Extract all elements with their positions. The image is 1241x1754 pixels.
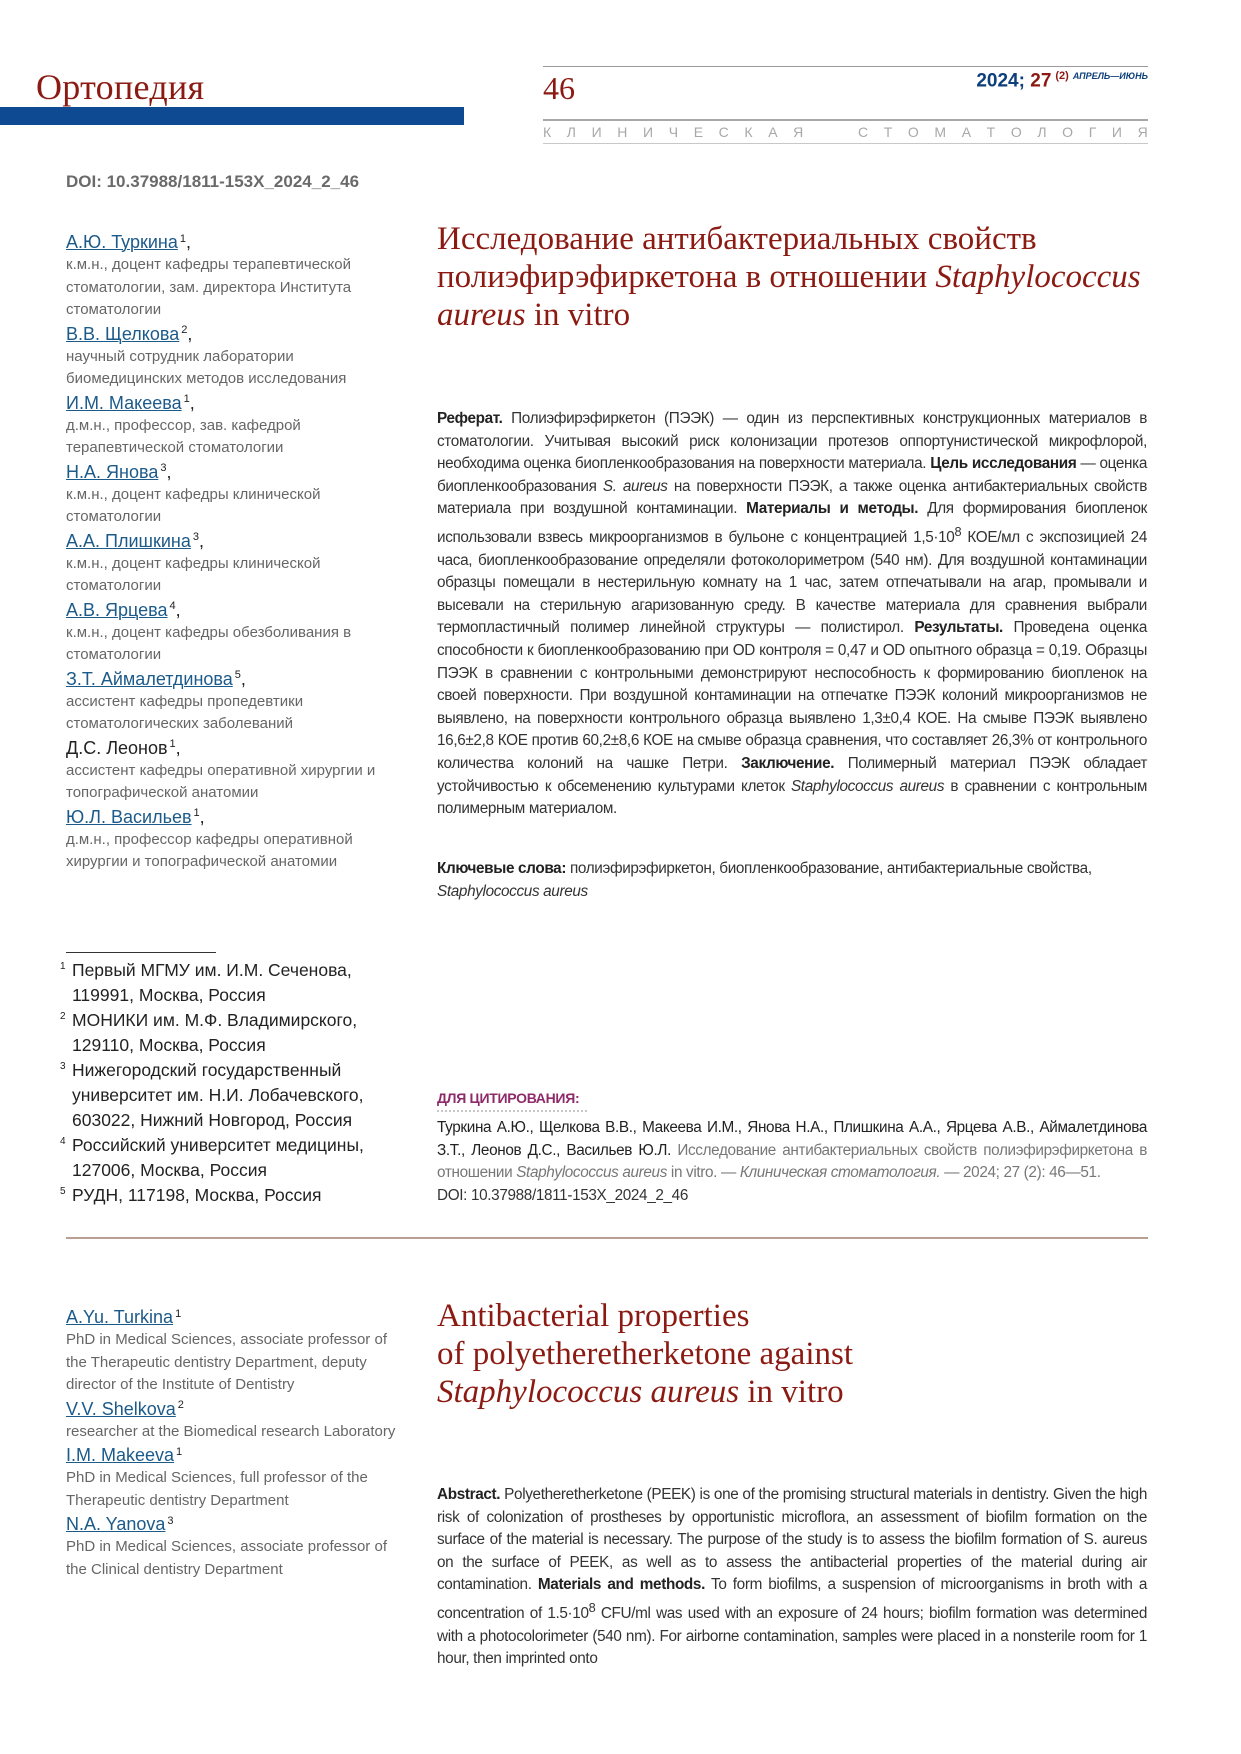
author-affiliation-index: 5 [234, 669, 241, 682]
affiliation-text: МОНИКИ им. М.Ф. Владимирского, 129110, Москва, Россия [72, 1010, 358, 1055]
title-en-end: in vitro [739, 1374, 844, 1410]
journal-letter: Я [793, 124, 804, 140]
author-comma: , [166, 461, 172, 482]
authors-list-ru [66, 230, 406, 874]
journal-letter: Г [1088, 124, 1097, 140]
author-entry [66, 1397, 406, 1444]
conclusion-label: Заключение. [741, 755, 835, 772]
author-name-link[interactable]: З.Т. Аймалетдинова [66, 668, 233, 689]
author-entry [66, 736, 406, 805]
affiliation-item [60, 958, 400, 1008]
author-name-line [66, 391, 406, 415]
author-entry [66, 1443, 406, 1512]
journal-letter: С [718, 124, 729, 140]
citation-label: ДЛЯ ЦИТИРОВАНИЯ: [437, 1090, 580, 1106]
abstract-en-text: CFU/ml was used with an exposure of 24 hours; biofilm formation was determined with a photocolorimeter (540 nm). For airborne contamination, samples were placed in a nonsterile room for 1 hour, then imprinted onto [437, 1605, 1147, 1668]
title-ru-species: Staphylococcus aureus [437, 259, 1141, 333]
author-entry [66, 529, 406, 598]
citation-title: Исследование антибактериальных свойств полиэфирэфиркетона в отношении [437, 1141, 1148, 1182]
author-entry [66, 598, 406, 667]
author-affiliation-index: 2 [177, 1399, 184, 1412]
author-name-line [66, 1512, 406, 1536]
journal-letter: И [643, 124, 654, 140]
header-rule-top [543, 66, 1148, 67]
author-name-line [66, 736, 406, 760]
section-divider [66, 1237, 1148, 1239]
author-position: ассистент кафедры пропедевтики стоматологических заболеваний [66, 692, 304, 732]
affiliations-rule [66, 952, 216, 953]
affiliation-item [60, 1058, 400, 1133]
author-name-link[interactable]: Ю.Л. Васильев [66, 806, 192, 827]
abstract-en-text: Polyetheretherketone (PEEK) is one of the promising structural materials in dentistry. Given the high risk of colonization of prostheses by opportunistic microflora, an assessment of biofilm formation on the surface of the material is necessary. The purpose of the study is to assess the biofilm formation of S. aureus on the surface of PEEK, as well as to assess the antibacterial properties of the material during air contamination. [437, 1486, 1147, 1594]
journal-letter: О [1062, 124, 1074, 140]
journal-letter: Т [883, 124, 893, 140]
citation-ref: — 2024; 27 (2): 46—51. [940, 1164, 1101, 1182]
citation-doi: DOI: 10.37988/1811-153X_2024_2_46 [437, 1186, 688, 1204]
affiliation-item [60, 1183, 400, 1208]
author-affiliation-index: 3 [160, 462, 167, 475]
author-entry [66, 230, 406, 322]
abstract-text: КОЕ/мл с экспозицией 24 часа, биопленкообразование определяли фотоколориметром (540 нм). Для воздушной контаминации образцы помещали в нестерильную комнату на 1 час, затем отпечатывали на агар, промывали и высевали на стерильную агаризованную среду. В качестве материала для сравнения выбрали термопластичный полимер линейной структуры — полистирол. [437, 529, 1147, 637]
author-comma: , [187, 323, 193, 344]
author-position: к.м.н., доцент кафедры терапевтической стоматологии, зам. директора Института стоматологии [66, 256, 352, 318]
journal-letter: Е [693, 124, 704, 140]
author-position: PhD in Medical Sciences, full professor of the Therapeutic dentistry Department [66, 1469, 368, 1509]
methods-en-label: Materials and methods. [537, 1576, 705, 1594]
abstract-en-label: Abstract. [437, 1486, 501, 1503]
author-affiliation-index: 1 [169, 738, 176, 751]
affiliation-text: Нижегородский государственный университет им. Н.И. Лобачевского, 603022, Нижний Новгород, Россия [72, 1060, 364, 1130]
author-name-link[interactable]: N.A. Yanova [66, 1514, 166, 1534]
affiliation-index: 2 [60, 1011, 66, 1022]
author-name-line [66, 529, 406, 553]
abstract-en [437, 1484, 1147, 1671]
journal-letter: О [1010, 124, 1022, 140]
author-name-link[interactable]: V.V. Shelkova [66, 1398, 176, 1419]
author-affiliation-index: 1 [183, 393, 190, 406]
affiliations-list [60, 958, 400, 1208]
citation-species: Staphylococcus aureus [516, 1164, 668, 1182]
journal-letter: Ч [668, 124, 679, 140]
author-affiliation-index: 3 [167, 1514, 174, 1527]
section-color-bar [0, 107, 464, 125]
author-name-line [66, 1305, 406, 1329]
author-comma: , [240, 668, 246, 689]
page-number: 46 [543, 70, 575, 106]
keywords-ru [437, 858, 1147, 903]
author-position: researcher at the Biomedical research Laboratory [66, 1422, 396, 1440]
author-position: к.м.н., доцент кафедры обезболивания в стоматологии [66, 623, 352, 663]
author-comma: , [175, 599, 181, 620]
abstract-ru [437, 408, 1147, 821]
author-name-line [66, 805, 406, 829]
author-name-link[interactable]: А.А. Плишкина [66, 530, 191, 551]
author-entry [66, 805, 406, 874]
species-italic: Staphylococcus aureus [790, 777, 945, 795]
journal-letter: И [1111, 124, 1122, 140]
article-title-ru [437, 220, 1147, 334]
methods-label: Материалы и методы. [746, 500, 919, 518]
affiliation-item [60, 1133, 400, 1183]
journal-letter: М [934, 124, 947, 140]
author-affiliation-index: 4 [169, 600, 176, 613]
title-ru-text-end: in vitro [525, 297, 631, 333]
issue-volume: 27 [1030, 70, 1052, 92]
issue-info [976, 70, 1148, 92]
affiliation-text: РУДН, 117198, Москва, Россия [72, 1185, 322, 1205]
author-position: д.м.н., профессор кафедры оперативной хирургии и топографической анатомии [66, 830, 353, 870]
affiliation-item [60, 1008, 400, 1058]
author-comma: , [198, 530, 204, 551]
author-position: PhD in Medical Sciences, associate professor of the Clinical dentistry Department [66, 1538, 387, 1578]
author-name-link[interactable]: А.В. Ярцева [66, 599, 168, 620]
citation-dotted-rule [437, 1110, 587, 1112]
issue-number: (2) [1055, 70, 1069, 82]
author-position: научный сотрудник лаборатории биомедицинских методов исследования [66, 347, 347, 387]
author-comma: , [189, 392, 195, 413]
citation-authors: Туркина А.Ю., Щелкова В.В., Макеева И.М., Янова Н.А., Плишкина А.А., Ярцева А.В., Аймалетдинова З.Т., Леонов Д.С., Васильев Ю.Л. [437, 1119, 1147, 1159]
affiliation-index: 3 [60, 1061, 66, 1072]
species-italic: S. aureus [602, 477, 668, 495]
title-en-line1: Antibacterial properties [437, 1298, 750, 1334]
author-name-link[interactable]: В.В. Щелкова [66, 323, 180, 344]
author-name-link[interactable]: A.Yu. Turkina [66, 1307, 174, 1327]
author-name-line [66, 322, 406, 346]
affiliation-index: 1 [60, 961, 66, 972]
exponent: 8 [588, 1599, 596, 1615]
author-position: д.м.н., профессор, зав. кафедрой терапевтической стоматологии [66, 416, 301, 456]
author-entry [66, 391, 406, 460]
abstract-text: — оценка биопленкообразования [437, 455, 1147, 495]
journal-letter: Н [617, 124, 628, 140]
author-position: PhD in Medical Sciences, associate professor of the Therapeutic dentistry Department, deputy director of the Institute of Dentistry [66, 1331, 387, 1393]
author-position: ассистент кафедры оперативной хирургии и топографической анатомии [66, 761, 376, 801]
author-affiliation-index: 1 [176, 1445, 183, 1458]
author-affiliation-index: 1 [175, 1307, 182, 1320]
title-en-species: Staphylococcus aureus [437, 1374, 740, 1410]
goal-label: Цель исследования [930, 455, 1077, 473]
author-position: к.м.н., доцент кафедры клинической стоматологии [66, 554, 321, 594]
journal-name [543, 124, 1148, 140]
issue-year: 2024; [976, 70, 1025, 92]
author-affiliation-index: 3 [192, 531, 199, 544]
title-en-line2: of polyetheretherketone against [437, 1336, 853, 1372]
author-name-link[interactable]: Н.А. Янова [66, 461, 159, 482]
journal-letter: Л [1037, 124, 1047, 140]
journal-letter: О [907, 124, 919, 140]
journal-letter: Т [986, 124, 996, 140]
keywords-text: полиэфирэфиркетон, биопленкообразование, антибактериальные свойства, [566, 860, 1092, 877]
author-entry [66, 460, 406, 529]
header-rule-bottom [543, 143, 1148, 144]
author-name-line [66, 230, 406, 254]
author-comma: , [175, 737, 181, 758]
abstract-text: на поверхности ПЭЭК, а также оценка антибактериальных свойств материала при воздушной контаминации. [437, 477, 1147, 518]
journal-letter [838, 124, 842, 140]
header-rule-middle [543, 119, 1148, 121]
author-name-line [66, 460, 406, 484]
journal-letter [819, 124, 823, 140]
author-name-line [66, 1443, 406, 1467]
author-name-line [66, 1397, 406, 1421]
abstract-text: Проведена оценка способности к биопленкообразованию при OD контроля = 0,47 и OD опытного образца = 0,19. Образцы ПЭЭК в сравнении с контрольными демонстрируют неспособность к формированию биопленок на своей поверхности. При воздушной контаминации на отпечатке ПЭЭК колоний микроорганизмов не выявлено, на поверхности контрольного образца выявлено 1,3±0,4 КОЕ. На смыве ПЭЭК выявлено 16,6±2,8 КОЕ против 60,2±8,6 КОЕ на смыве образца сравнения, что составляет 26,3% от контрольного количества колоний на чашке Петри. [437, 619, 1147, 772]
journal-letter: И [591, 124, 602, 140]
citation [437, 1117, 1147, 1207]
citation-journal: Клиническая стоматология. [739, 1164, 941, 1182]
author-comma: , [186, 232, 192, 252]
author-name-line [66, 667, 406, 691]
keywords-species: Staphylococcus aureus [437, 882, 588, 900]
author-comma: , [199, 806, 205, 827]
issue-months: АПРЕЛЬ—ИЮНЬ [1072, 71, 1148, 81]
exponent: 8 [954, 523, 962, 539]
abstract-en-text: To form biofilms, a suspension of microorganisms in broth with a concentration of 1.5·10 [437, 1576, 1147, 1623]
author-name-link: Д.С. Леонов [66, 737, 168, 758]
journal-letter: А [768, 124, 778, 140]
results-label: Результаты. [914, 619, 1003, 637]
section-title: Ортопедия [36, 67, 205, 107]
journal-letter: С [857, 124, 869, 140]
article-doi: DOI: 10.37988/1811-153X_2024_2_46 [66, 172, 360, 191]
author-affiliation-index: 1 [179, 232, 186, 245]
author-entry [66, 322, 406, 391]
affiliation-text: Российский университет медицины, 127006, Москва, Россия [72, 1135, 364, 1180]
keywords-label: Ключевые слова: [437, 860, 567, 877]
author-entry [66, 1512, 406, 1581]
author-name-link[interactable]: I.M. Makeeva [66, 1445, 175, 1465]
affiliation-text: Первый МГМУ им. И.М. Сеченова, 119991, Москва, Россия [72, 960, 352, 1005]
article-title-en [437, 1297, 1147, 1411]
author-name-link[interactable]: И.М. Макеева [66, 392, 182, 413]
abstract-text: Для формирования биопленок использовали взвесь микроорганизмов в бульоне с концентрацией 1,5·10 [437, 500, 1147, 547]
abstract-text: Полимерный материал ПЭЭК обладает устойчивостью к обсеменению культурами клеток [437, 755, 1148, 795]
journal-letter: Л [566, 124, 576, 140]
citation-title-end: in vitro. — [667, 1164, 740, 1182]
authors-list-en [66, 1305, 406, 1581]
author-entry [66, 667, 406, 736]
author-affiliation-index: 1 [193, 807, 200, 820]
author-entry [66, 1305, 406, 1397]
author-affiliation-index: 2 [181, 324, 188, 337]
abstract-text: в сравнении с контрольным полимерным материалом. [437, 777, 1147, 818]
author-name-line [66, 598, 406, 622]
journal-letter: К [543, 124, 552, 140]
author-position: к.м.н., доцент кафедры клинической стоматологии [66, 485, 321, 525]
affiliation-index: 5 [60, 1186, 66, 1197]
author-name-link[interactable]: А.Ю. Туркина [66, 232, 178, 252]
title-ru-text: Исследование антибактериальных свойств полиэфирэфиркетона в отношении [437, 221, 1037, 295]
abstract-label: Реферат. [437, 410, 503, 427]
journal-letter: А [961, 124, 972, 140]
journal-letter: Я [1137, 124, 1148, 140]
affiliation-index: 4 [60, 1136, 66, 1147]
abstract-text: Полиэфирэфиркетон (ПЭЭК) — один из перспективных конструкционных материалов в стоматологии. Учитывая высокий риск колонизации протезов оппортунистической микрофлорой, необходима оценка биопленкообразования на поверхности материала. [437, 410, 1147, 473]
journal-letter: К [744, 124, 753, 140]
